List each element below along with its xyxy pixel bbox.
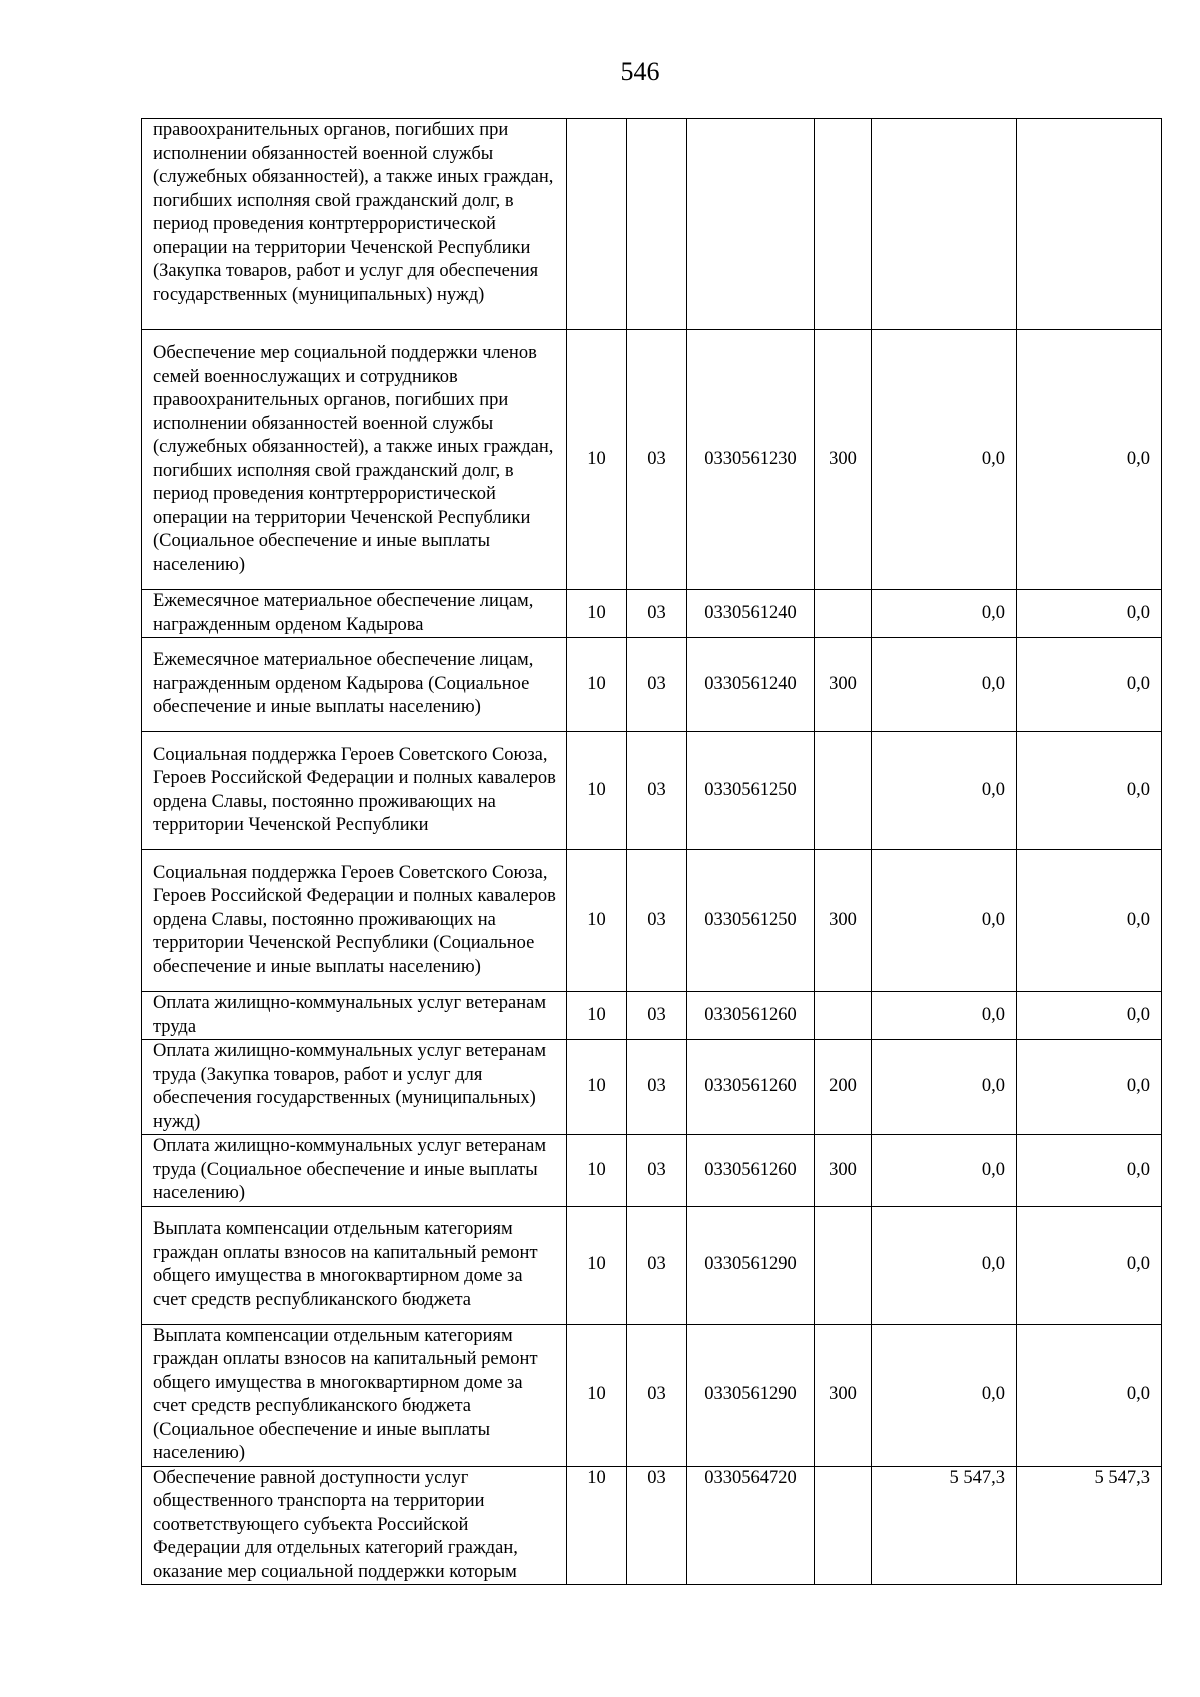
row-description: правоохранительных органов, погибших при исполнении обязанностей военной службы (служебных обязанностей), а также иных граждан, погибших исполняя свой гражданский долг, в период проведения контртеррористической операции на территории Чеченской Республики (Закупка товаров, работ и услуг для обеспечения государственных (муниципальных) нужд)	[142, 119, 567, 330]
cell-target-code: 0330561240	[687, 590, 815, 638]
cell-expense-type	[815, 732, 872, 850]
cell-section: 10	[567, 1324, 627, 1466]
table-row	[142, 330, 1162, 590]
row-description: Ежемесячное материальное обеспечение лицам, награжденным орденом Кадырова (Социальное обеспечение и иные выплаты населению)	[142, 638, 567, 732]
cell-target-code: 0330561230	[687, 330, 815, 590]
cell-target-code: 0330561290	[687, 1324, 815, 1466]
table-row	[142, 1206, 1162, 1324]
row-description: Социальная поддержка Героев Советского Союза, Героев Российской Федерации и полных кавалеров ордена Славы, постоянно проживающих на территории Чеченской Республики (Социальное обеспечение и иные выплаты населению)	[142, 850, 567, 992]
cell-target-code: 0330561260	[687, 1040, 815, 1135]
table-row	[142, 590, 1162, 638]
row-description: Ежемесячное материальное обеспечение лицам, награжденным орденом Кадырова	[142, 590, 567, 638]
cell-amount-2	[1017, 119, 1162, 330]
cell-amount-2: 0,0	[1017, 1040, 1162, 1135]
cell-expense-type: 300	[815, 1324, 872, 1466]
cell-section: 10	[567, 732, 627, 850]
cell-subsection: 03	[627, 850, 687, 992]
cell-subsection: 03	[627, 732, 687, 850]
cell-expense-type: 300	[815, 1135, 872, 1207]
table-row	[142, 119, 1162, 330]
cell-subsection: 03	[627, 638, 687, 732]
cell-amount-1: 5 547,3	[872, 1466, 1017, 1585]
cell-amount-2: 0,0	[1017, 1324, 1162, 1466]
cell-amount-2: 0,0	[1017, 638, 1162, 732]
cell-amount-2: 0,0	[1017, 850, 1162, 992]
row-description: Социальная поддержка Героев Советского Союза, Героев Российской Федерации и полных кавалеров ордена Славы, постоянно проживающих на территории Чеченской Республики	[142, 732, 567, 850]
cell-section: 10	[567, 850, 627, 992]
cell-subsection: 03	[627, 992, 687, 1040]
table-row	[142, 992, 1162, 1040]
row-description: Обеспечение мер социальной поддержки членов семей военнослужащих и сотрудников правоохранительных органов, погибших при исполнении обязанностей военной службы (служебных обязанностей), а также иных граждан, погибших исполняя свой гражданский долг, в период проведения контртеррористической операции на территории Чеченской Республики (Социальное обеспечение и иные выплаты населению)	[142, 330, 567, 590]
cell-subsection: 03	[627, 1324, 687, 1466]
row-description: Выплата компенсации отдельным категориям граждан оплаты взносов на капитальный ремонт общего имущества в многоквартирном доме за счет средств республиканского бюджета (Социальное обеспечение и иные выплаты населению)	[142, 1324, 567, 1466]
page-number: 546	[620, 57, 660, 86]
cell-expense-type: 300	[815, 330, 872, 590]
cell-amount-2: 5 547,3	[1017, 1466, 1162, 1585]
cell-expense-type: 300	[815, 850, 872, 992]
cell-amount-1	[872, 119, 1017, 330]
cell-amount-2: 0,0	[1017, 590, 1162, 638]
cell-target-code: 0330561250	[687, 850, 815, 992]
table-row	[142, 1466, 1162, 1585]
cell-amount-1: 0,0	[872, 638, 1017, 732]
cell-expense-type	[815, 1466, 872, 1585]
cell-amount-1: 0,0	[872, 1206, 1017, 1324]
cell-amount-1: 0,0	[872, 992, 1017, 1040]
cell-target-code: 0330564720	[687, 1466, 815, 1585]
cell-amount-2: 0,0	[1017, 732, 1162, 850]
cell-amount-1: 0,0	[872, 850, 1017, 992]
cell-subsection	[627, 119, 687, 330]
cell-section: 10	[567, 330, 627, 590]
cell-target-code	[687, 119, 815, 330]
cell-section: 10	[567, 590, 627, 638]
table-row	[142, 1135, 1162, 1207]
cell-amount-1: 0,0	[872, 1324, 1017, 1466]
cell-amount-1: 0,0	[872, 1135, 1017, 1207]
cell-section: 10	[567, 1135, 627, 1207]
cell-amount-1: 0,0	[872, 1040, 1017, 1135]
cell-section: 10	[567, 1206, 627, 1324]
row-description: Оплата жилищно-коммунальных услуг ветеранам труда (Социальное обеспечение и иные выплаты населению)	[142, 1135, 567, 1207]
cell-subsection: 03	[627, 1135, 687, 1207]
cell-amount-2: 0,0	[1017, 992, 1162, 1040]
cell-amount-2: 0,0	[1017, 1135, 1162, 1207]
cell-amount-2: 0,0	[1017, 330, 1162, 590]
cell-section: 10	[567, 992, 627, 1040]
table-row	[142, 732, 1162, 850]
cell-subsection: 03	[627, 1040, 687, 1135]
cell-target-code: 0330561260	[687, 1135, 815, 1207]
cell-target-code: 0330561240	[687, 638, 815, 732]
cell-expense-type	[815, 590, 872, 638]
cell-expense-type	[815, 119, 872, 330]
cell-subsection: 03	[627, 1466, 687, 1585]
table-row	[142, 638, 1162, 732]
cell-subsection: 03	[627, 590, 687, 638]
cell-subsection: 03	[627, 1206, 687, 1324]
cell-section: 10	[567, 1466, 627, 1585]
cell-amount-1: 0,0	[872, 732, 1017, 850]
cell-target-code: 0330561290	[687, 1206, 815, 1324]
cell-expense-type: 200	[815, 1040, 872, 1135]
cell-section: 10	[567, 638, 627, 732]
cell-amount-1: 0,0	[872, 590, 1017, 638]
budget-table	[141, 118, 1162, 1585]
cell-amount-1: 0,0	[872, 330, 1017, 590]
cell-expense-type: 300	[815, 638, 872, 732]
cell-target-code: 0330561260	[687, 992, 815, 1040]
table-row	[142, 1324, 1162, 1466]
table-row	[142, 1040, 1162, 1135]
table-row	[142, 850, 1162, 992]
row-description: Обеспечение равной доступности услуг общественного транспорта на территории соответствующего субъекта Российской Федерации для отдельных категорий граждан, оказание мер социальной поддержки которым	[142, 1466, 567, 1585]
row-description: Оплата жилищно-коммунальных услуг ветеранам труда	[142, 992, 567, 1040]
cell-expense-type	[815, 992, 872, 1040]
cell-section	[567, 119, 627, 330]
cell-subsection: 03	[627, 330, 687, 590]
cell-section: 10	[567, 1040, 627, 1135]
cell-target-code: 0330561250	[687, 732, 815, 850]
row-description: Выплата компенсации отдельным категориям граждан оплаты взносов на капитальный ремонт общего имущества в многоквартирном доме за счет средств республиканского бюджета	[142, 1206, 567, 1324]
row-description: Оплата жилищно-коммунальных услуг ветеранам труда (Закупка товаров, работ и услуг для обеспечения государственных (муниципальных) нужд)	[142, 1040, 567, 1135]
cell-expense-type	[815, 1206, 872, 1324]
cell-amount-2: 0,0	[1017, 1206, 1162, 1324]
